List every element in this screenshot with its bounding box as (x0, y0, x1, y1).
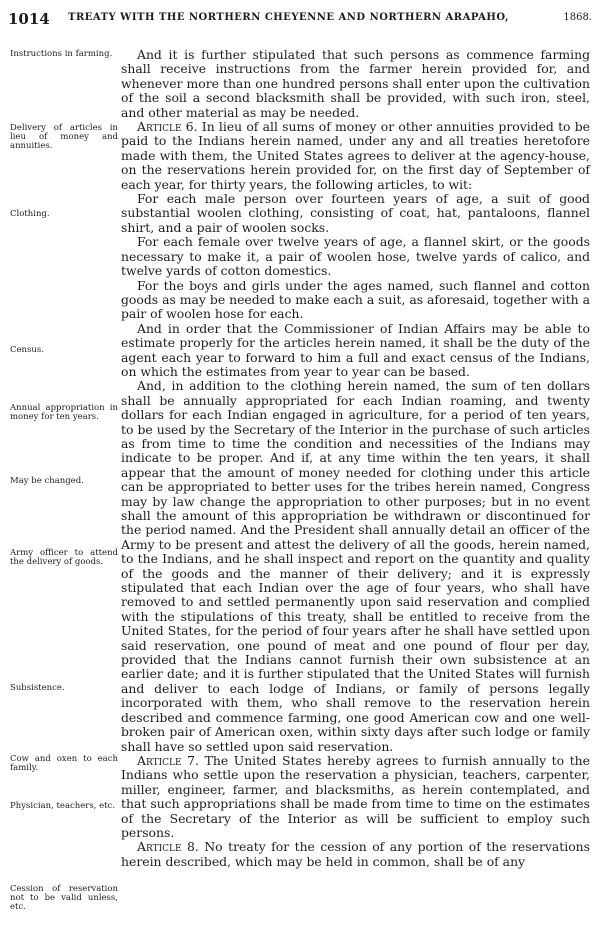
margin-note: Clothing. (10, 209, 50, 219)
paragraph: For the boys and girls under the ages named, such flannel and cotton goods as may be needed to make each a suit, as aforesaid, together with a pair of woolen hose for each. (121, 277, 590, 322)
margin-note: Army officer to attend the delivery of goods. (10, 548, 118, 567)
article-heading: Article 6. (137, 119, 198, 135)
margin-note: Subsistence. (10, 683, 65, 693)
paragraph: For each male person over fourteen years of age, a suit of good substantial woolen clothing, consisting of coat, hat, pantaloons, flannel shirt, and a pair of woolen socks. (121, 191, 590, 235)
article-heading: Article 7. (137, 752, 199, 768)
margin-note: Annual appropriation in money for ten years. (10, 403, 118, 422)
paragraph: And it is further stipulated that such persons as commence farming shall receive instructions from the farmer herein provided for, and whenever more than one hundred persons shall enter upon the cultivation of the soil a second blacksmith shall be provided, with such iron, steel, and other material as may be needed. (121, 47, 590, 120)
margin-note: Physician, teachers, etc. (10, 801, 116, 811)
page-header (8, 4, 592, 30)
margin-note: Cession of reservation not to be valid unless, etc. (10, 884, 118, 912)
header-year: 1868. (563, 12, 592, 23)
treaty-body-text (121, 48, 590, 869)
paragraph: And in order that the Commissioner of Indian Affairs may be able to estimate properly for the articles herein named, it shall be the duty of the agent each year to forward to him a full and exact census of the Indians, on which the estimates from year to year can be based. (121, 320, 590, 379)
paragraph-article-8: Article 8. No treaty for the cession of any portion of the reservations herein described, which may be held in common, shall be of any (121, 839, 591, 869)
running-head: TREATY WITH THE NORTHERN CHEYENNE AND NORTHERN ARAPAHO, (68, 12, 509, 23)
article-heading: Article 8. (137, 839, 199, 855)
paragraph: For each female over twelve years of age, a flannel skirt, or the goods necessary to make it, a pair of woolen hose, twelve yards of calico, and twelve yards of cotton domestics. (121, 234, 590, 279)
page-number: 1014 (8, 10, 50, 28)
paragraph-article-6: Article 6. In lieu of all sums of money or other annuities provided to be paid to the Indians herein named, under any and all treaties heretofore made with them, the United States agrees to deliver at the agency-house, on the reservations herein provided for, on the first day of September of each year, for thirty years, the following articles, to wit: (121, 119, 590, 192)
margin-note: Delivery of articles in lieu of money and annuities. (10, 123, 118, 151)
margin-note: Cow and oxen to each family. (10, 754, 118, 773)
margin-note: May be changed. (10, 476, 84, 486)
margin-note: Census. (10, 345, 44, 355)
paragraph: And, in addition to the clothing herein named, the sum of ten dollars shall be annually appropriated for each Indian roaming, and twenty dollars for each Indian engaged in agriculture, for a period of ten years, to be used by the Secretary of the Interior in the purchase of such articles as from time to time the condition and necessities of the Indians may indicate to be proper. And if, at any time within the ten years, it shall appear that the amount of money needed for clothing under this article can be appropriated to better uses for the tribes herein named, Congress may by law change the appropriation to other purposes; but in no event shall the amount of this appropriation be withdrawn or discontinued for the period named. And the President shall annually detail an officer of the Army to be present and attest the delivery of all the goods, herein named, to the Indians, and he shall inspect and report on the quantity and quality of the goods and the manner of their delivery; and it is expressly stipulated that each Indian over the age of four years, who shall have removed to and settled permanently upon said reservation and complied with the stipulations of this treaty, shall be entitled to receive from the United States, for the period of four years after he shall have settled upon said reservation, one pound of meat and one pound of flour per day, provided that the Indians cannot furnish their own subsistence at an earlier date; and it is further stipulated that the United States will furnish and deliver to each lodge of Indians, or family of persons legally incorporated with them, who shall remove to the reservation herein described and commence farming, one good American cow and one well-broken pair of American oxen, within sixty days after such lodge or family shall have so settled upon said reservation. (121, 378, 590, 754)
margin-note: Instructions in farming. (10, 49, 113, 59)
paragraph-article-7: Article 7. The United States hereby agrees to furnish annually to the Indians who settle upon the reservation a physician, teachers, carpenter, miller, engineer, farmer, and blacksmiths, as herein contemplated, and that such appropriations shall be made from time to time on the estimates of the Secretary of the Interior as will be sufficient to employ such persons. (121, 752, 590, 840)
